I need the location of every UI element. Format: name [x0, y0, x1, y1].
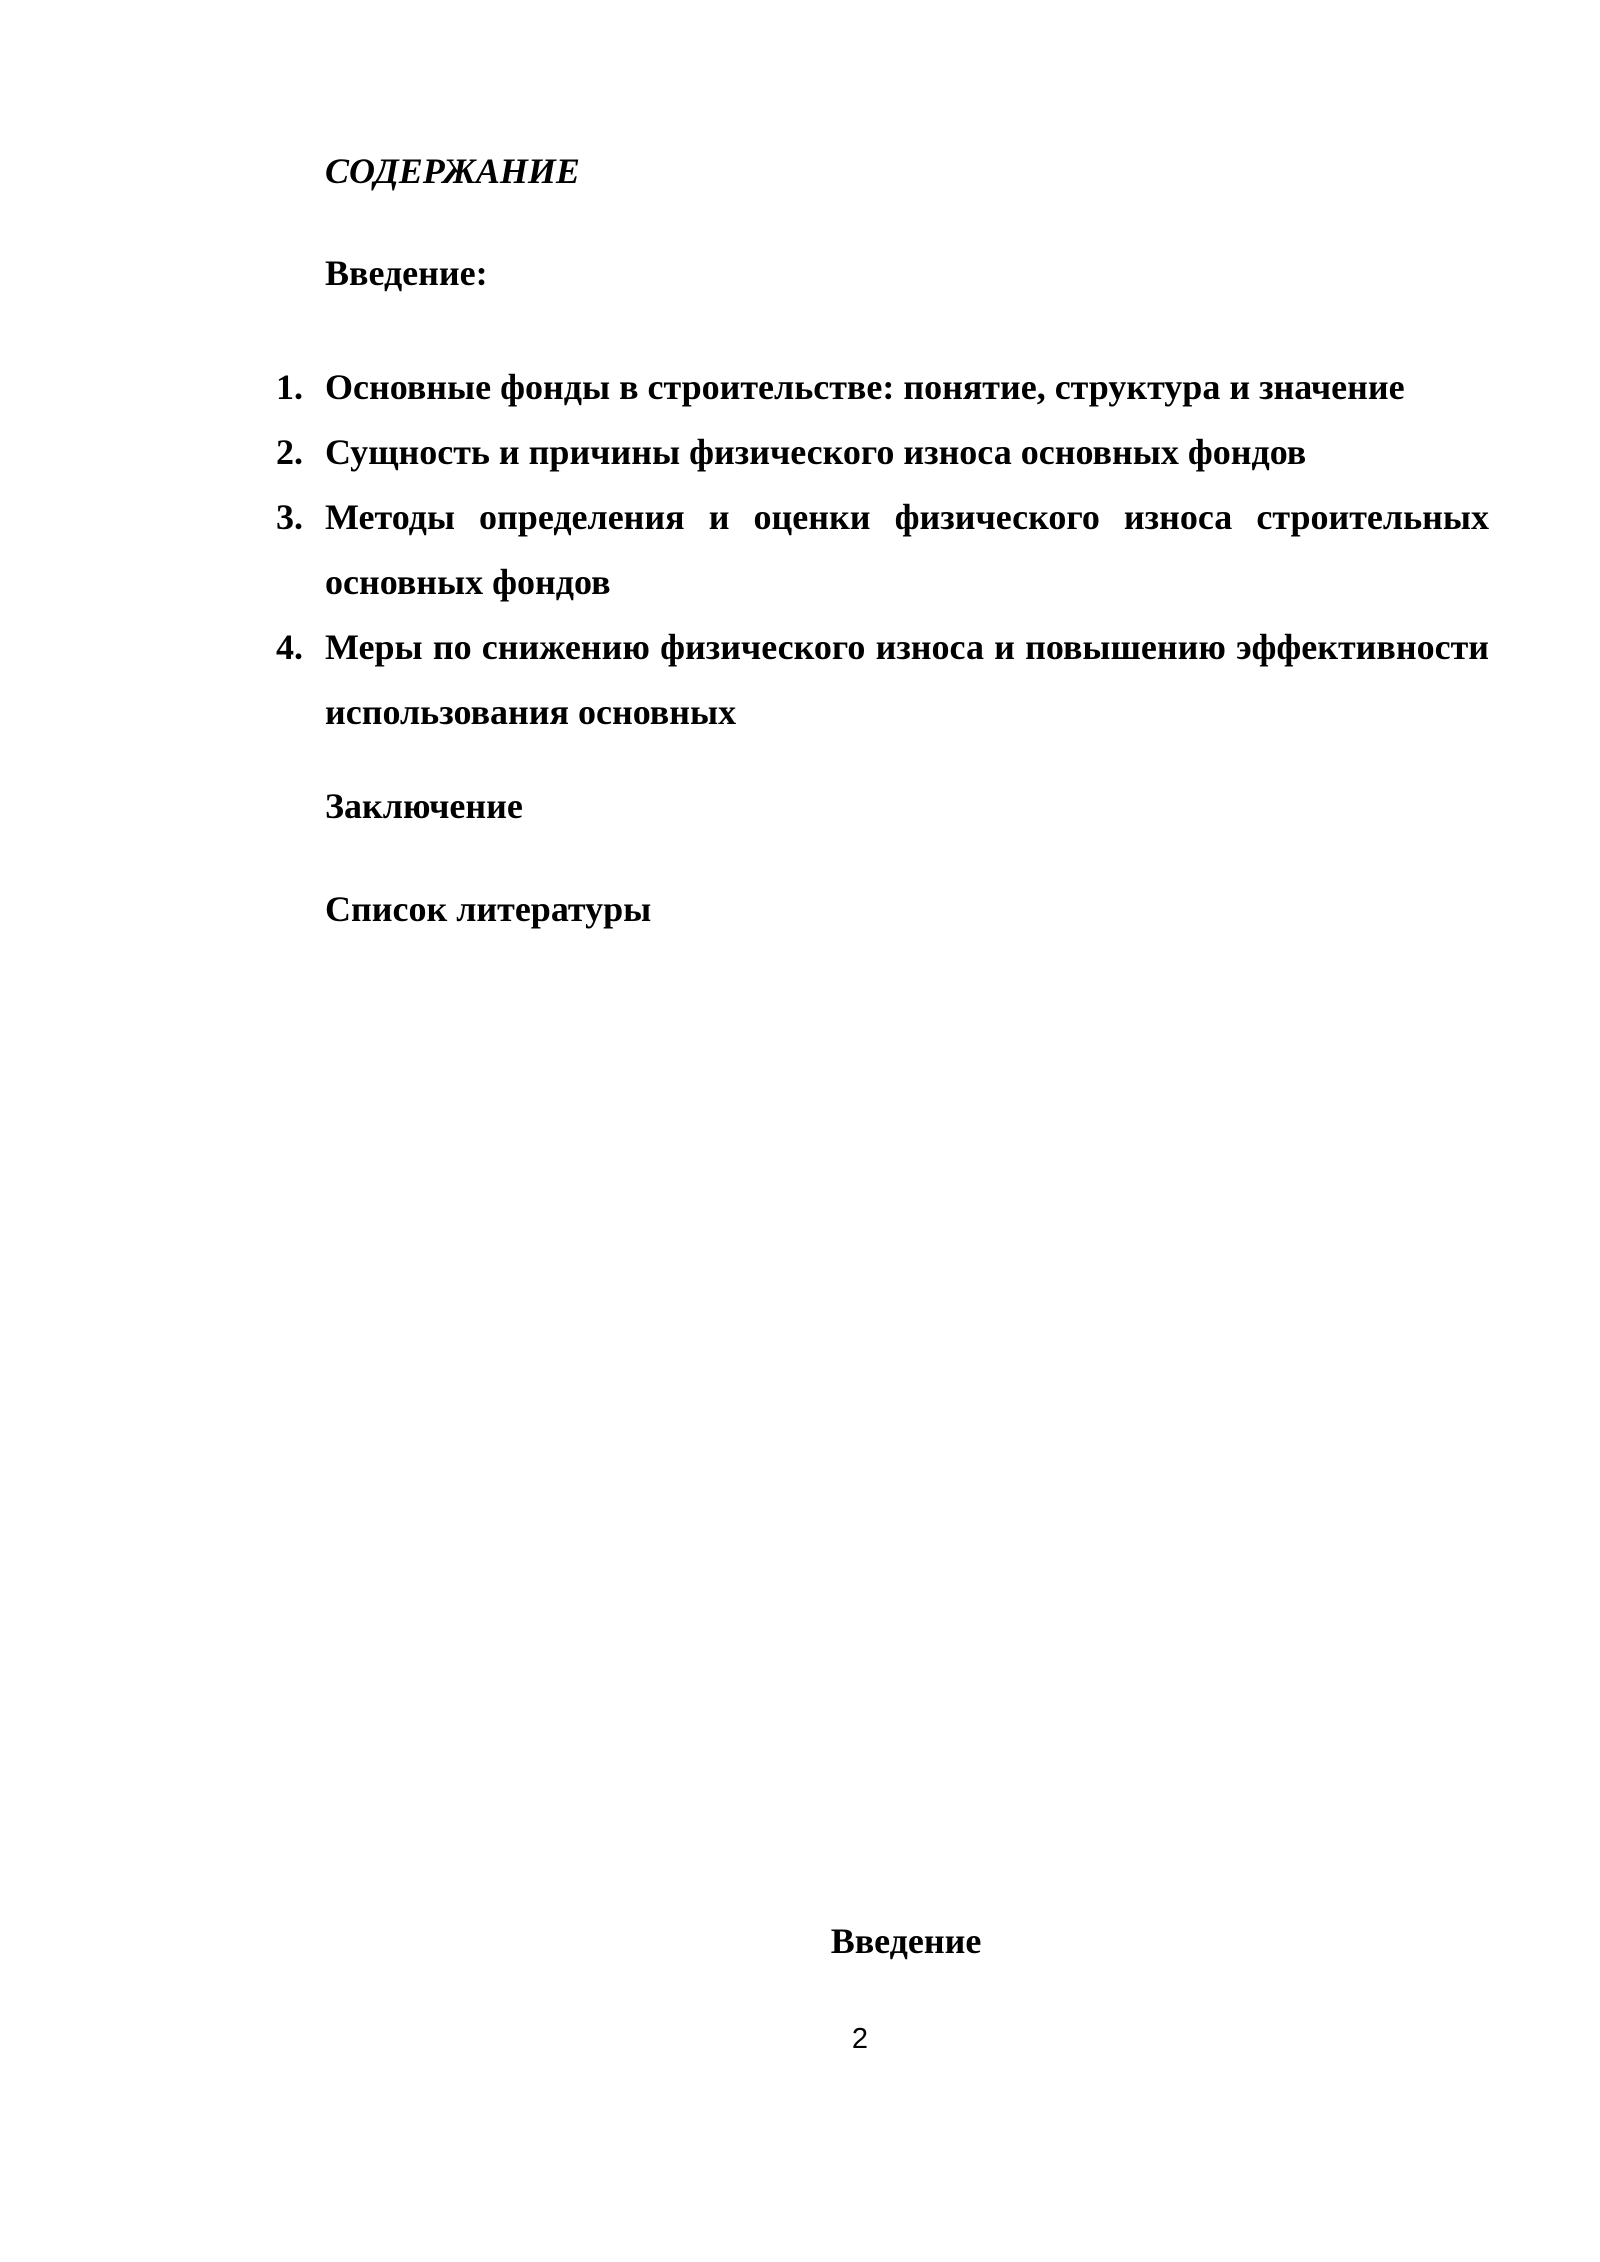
section-heading-introduction: Введение	[830, 1921, 982, 1961]
toc-item-text: Меры по снижению физического износа и повышению эффективности использования основных	[325, 627, 1489, 732]
toc-references: Список литературы	[325, 889, 652, 929]
contents-title: СОДЕРЖАНИЕ	[325, 151, 580, 191]
toc-list	[276, 355, 1489, 745]
toc-item-number: 3.	[276, 497, 303, 537]
toc-item-text: Методы определения и оценки физического износа строительных основных фондов	[325, 497, 1489, 602]
toc-item	[276, 615, 1489, 745]
toc-item-number: 1.	[276, 367, 303, 407]
page-number: 2	[851, 2023, 869, 2055]
toc-item	[276, 420, 1489, 485]
toc-item-text: Основные фонды в строительстве: понятие, структура и значение	[325, 367, 1405, 407]
toc-conclusion: Заключение	[325, 786, 523, 826]
toc-item-text: Сущность и причины физического износа основных фондов	[325, 432, 1307, 472]
toc-introduction: Введение:	[325, 253, 488, 293]
toc-item-number: 4.	[276, 627, 303, 667]
toc-item	[276, 355, 1489, 420]
toc-item-number: 2.	[276, 432, 303, 472]
toc-item	[276, 485, 1489, 615]
